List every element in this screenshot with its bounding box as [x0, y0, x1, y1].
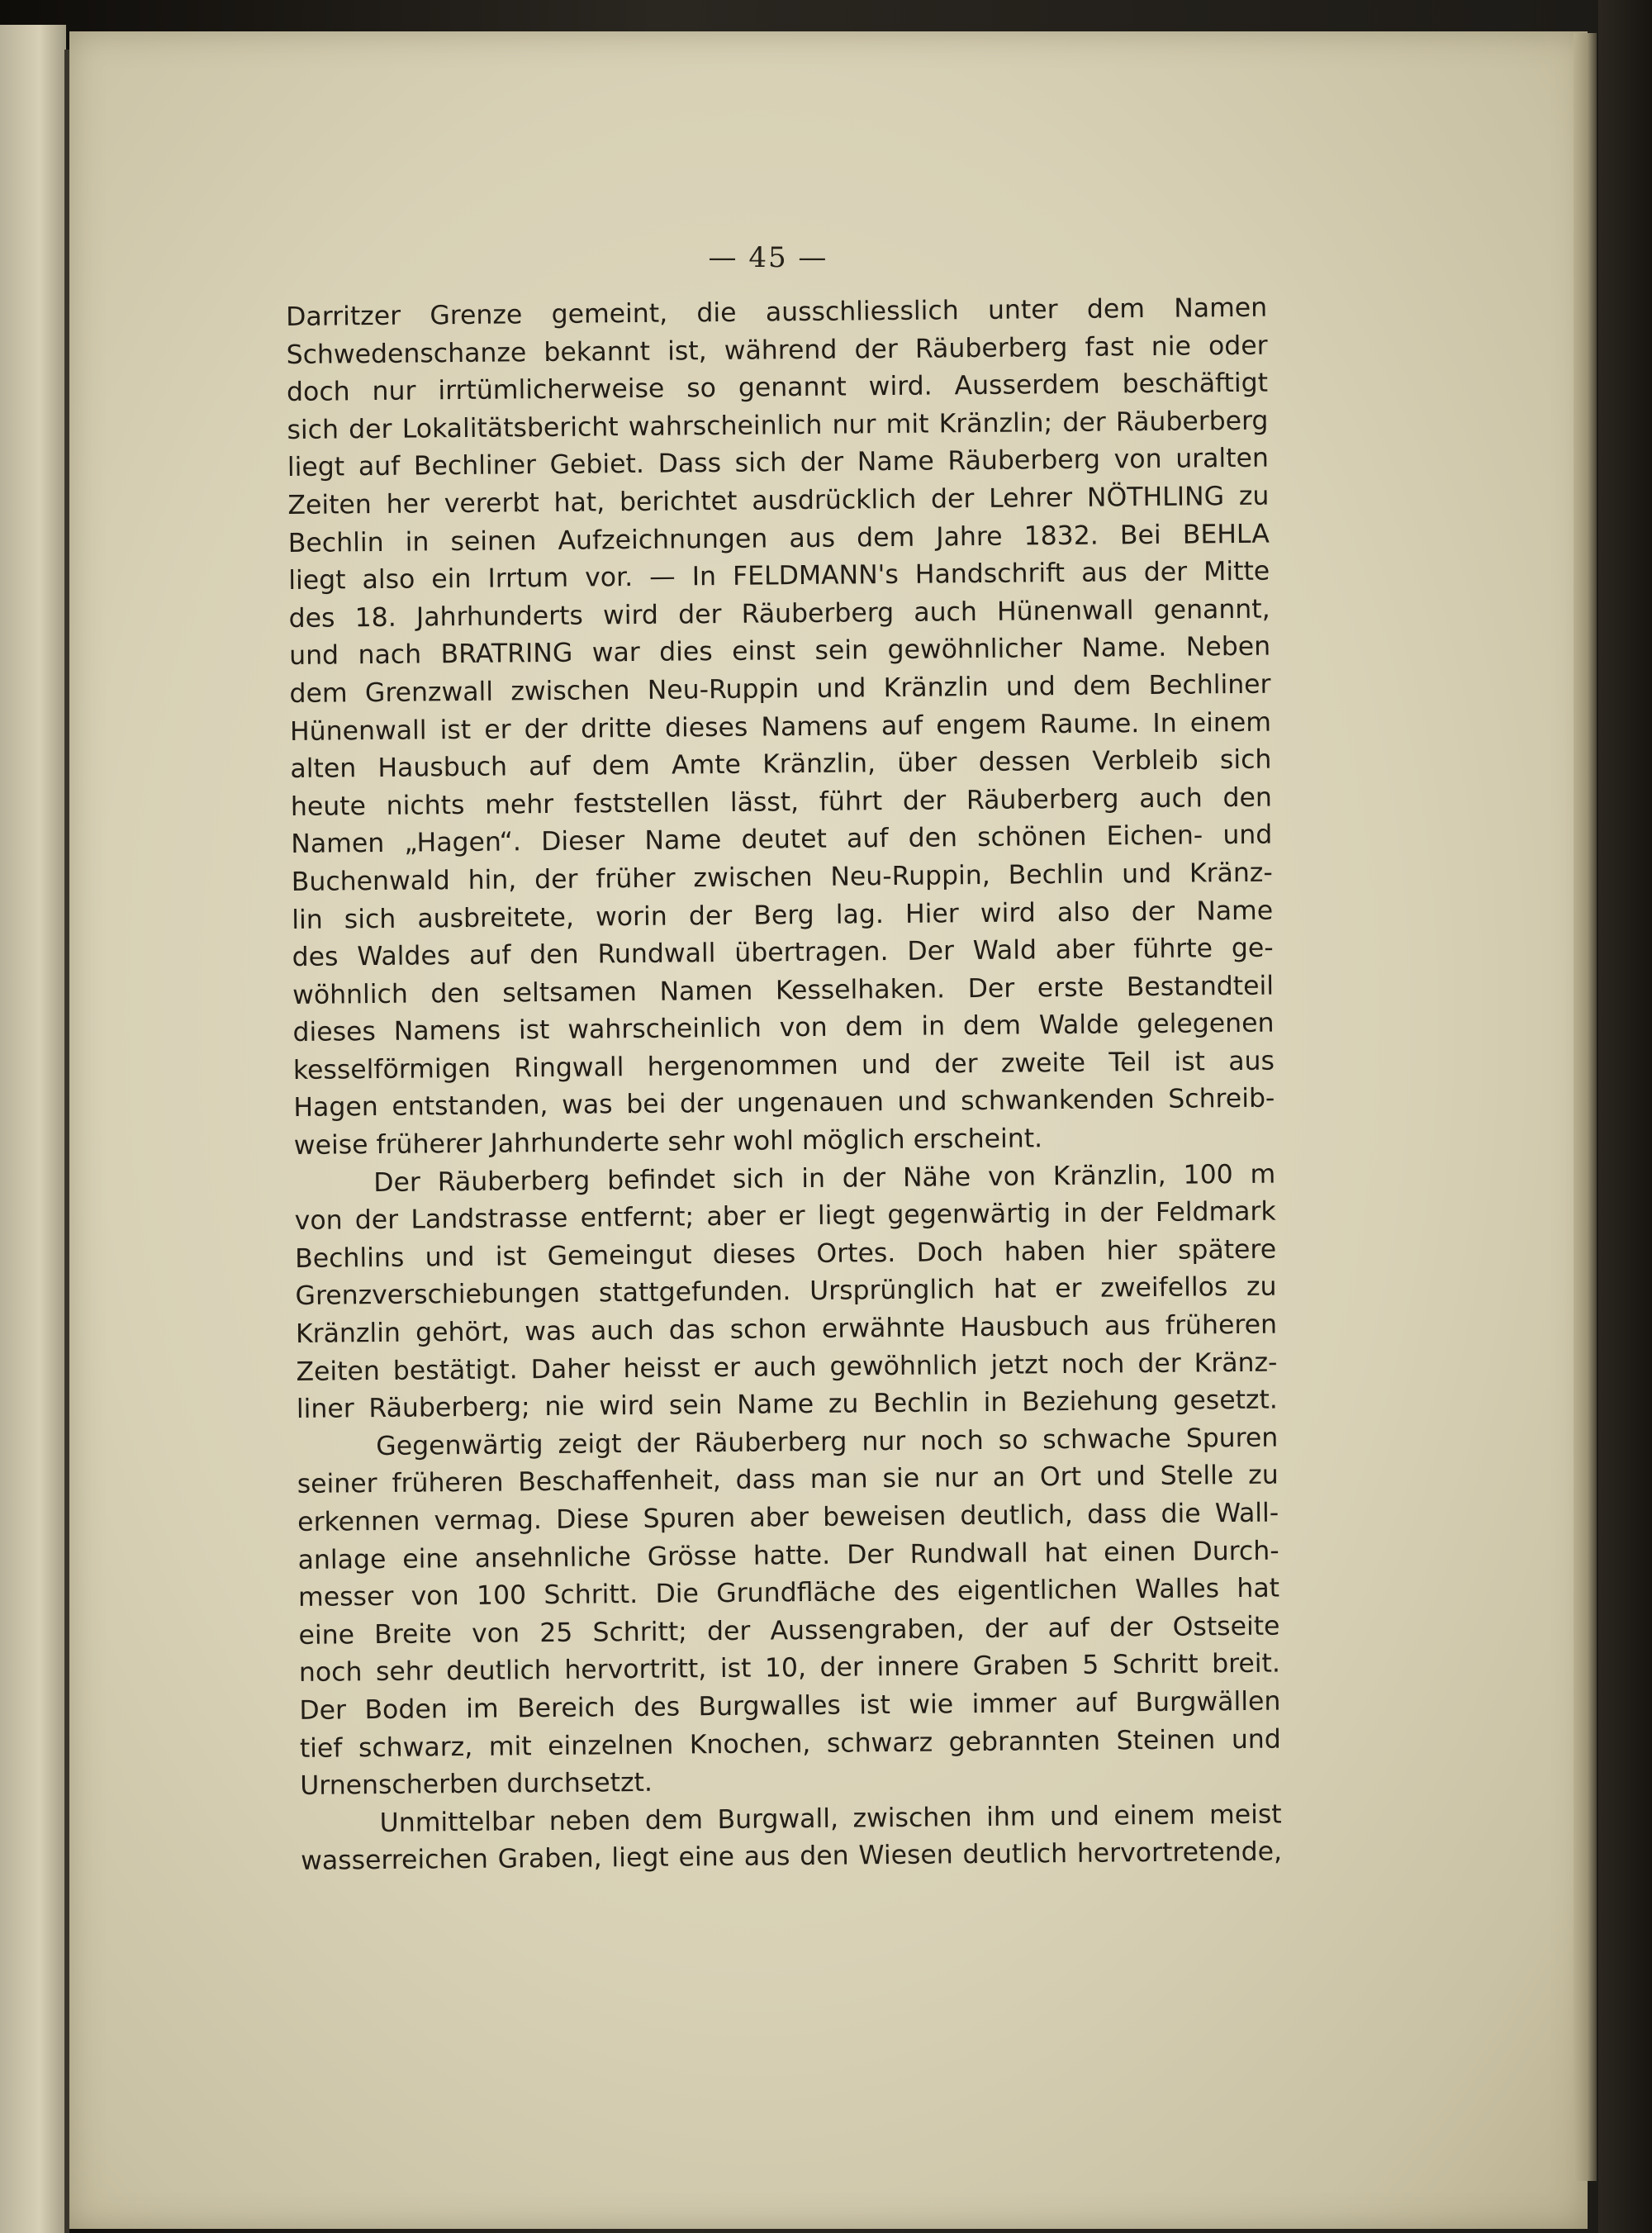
text-line: lin sich ausbreitete, worin der Berg lag. Hier wird also der Name [292, 896, 1274, 935]
paragraph [286, 290, 1275, 1166]
text-line: Namen „Hagen“. Dieser Name deutet auf den schönen Eichen- und [291, 820, 1273, 860]
page-edge [1574, 33, 1597, 2181]
text-line: des Waldes auf den Rundwall übertragen. Der Wald aber führte ge- [292, 933, 1274, 973]
paragraph [297, 1419, 1281, 1805]
text-line: des 18. Jahrhunderts wird der Räuberberg auch Hünenwall genannt, [288, 594, 1270, 634]
text-line: und nach BRATRING war dies einst sein gewöhnlicher Name. Neben [288, 631, 1271, 672]
text-line: noch sehr deutlich hervortritt, ist 10, der innere Graben 5 Schritt breit. [298, 1648, 1281, 1689]
text-line: Schwedenschanze bekannt ist, während der Räuberberg fast nie oder [286, 330, 1268, 370]
book-cover-edge [1598, 0, 1652, 2233]
text-line: dieses Namens ist wahrscheinlich von dem in dem Walde gelegenen [292, 1008, 1275, 1048]
text-line: tief schwarz, mit einzelnen Knochen, schwarz gebrannten Steinen und [299, 1724, 1281, 1764]
text-line: Hünenwall ist er der dritte dieses Namens auf engem Raume. In einem [289, 707, 1272, 747]
text-line: alten Hausbuch auf dem Amte Kränzlin, über dessen Verbleib sich [290, 744, 1272, 785]
text-line: Gegenwärtig zeigt der Räuberberg nur noch so schwache Spuren [376, 1423, 1279, 1461]
text-line: sich der Lokalitätsbericht wahrscheinlich nur mit Kränzlin; der Räuberberg [287, 406, 1269, 445]
text-line: liegt auf Bechliner Gebiet. Dass sich der Name Räuberberg von uralten [287, 443, 1270, 483]
text-line: weise früherer Jahrhunderte sehr wohl möglich erscheint. [293, 1124, 1043, 1162]
text-line: Bechlins und ist Gemeingut dieses Ortes. Doch haben hier spätere [294, 1234, 1277, 1274]
text-line: anlage eine ansehnliche Grösse hatte. Der Rundwall hat einen Durch- [297, 1536, 1279, 1575]
text-line: Buchenwald hin, der früher zwischen Neu-Ruppin, Bechlin und Kränz- [291, 858, 1273, 897]
body-text [286, 290, 1282, 1881]
text-line: Der Boden im Bereich des Burgwalles ist wie immer auf Burgwällen [299, 1686, 1281, 1726]
text-line: Der Räuberberg befindet sich in der Nähe von Kränzlin, 100 m [373, 1159, 1276, 1198]
text-line: Hagen entstanden, was bei der ungenauen und schwankenden Schreib- [293, 1084, 1275, 1124]
text-line: Zeiten her vererbt hat, berichtet ausdrücklich der Lehrer NÖTHLING zu [287, 481, 1270, 520]
page-number: — 45 — [708, 241, 828, 274]
text-line: Grenzverschiebungen stattgefunden. Ursprünglich hat er zweifellos zu [295, 1271, 1277, 1312]
text-line: wöhnlich den seltsamen Namen Kesselhaken. Der erste Bestandteil [292, 971, 1275, 1010]
text-line: messer von 100 Schritt. Die Grundfläche des eigentlichen Walles hat [297, 1573, 1280, 1613]
text-line: wasserreichen Graben, liegt eine aus den Wiesen deutlich hervortretende, [300, 1836, 1283, 1877]
paragraph [301, 1796, 1283, 1881]
text-line: liegt also ein Irrtum vor. — In FELDMANN's Handschrift aus der Mitte [288, 556, 1270, 596]
text-line: von der Landstrasse entfernt; aber er liegt gegenwärtig in der Feldmark [294, 1196, 1276, 1237]
text-line: Zeiten bestätigt. Daher heisst er auch gewöhnlich jetzt noch der Kränz- [296, 1347, 1278, 1387]
text-line: Kränzlin gehört, was auch das schon erwähnte Hausbuch aus früheren [295, 1309, 1278, 1349]
text-line: liner Räuberberg; nie wird sein Name zu Bechlin in Beziehung gesetzt. [296, 1385, 1279, 1425]
text-line: Unmittelbar neben dem Burgwall, zwischen ihm und einem meist [379, 1799, 1282, 1838]
text-line: Urnenscherben durchsetzt. [300, 1767, 653, 1802]
text-line: heute nichts mehr feststellen lässt, führt der Räuberberg auch den [290, 782, 1273, 822]
text-line: erkennen vermag. Diese Spuren aber beweisen deutlich, dass die Wall- [297, 1498, 1279, 1537]
text-line: eine Breite von 25 Schritt; der Aussengraben, der auf der Ostseite [298, 1611, 1280, 1651]
text-line: doch nur irrtümlicherweise so genannt wird. Ausserdem beschäftigt [286, 368, 1269, 408]
left-page-margin [0, 25, 66, 2233]
text-line: Bechlin in seinen Aufzeichnungen aus dem Jahre 1832. Bei BEHLA [287, 519, 1270, 558]
text-line: kesselförmigen Ringwall hergenommen und der zweite Teil ist aus [292, 1046, 1275, 1086]
paragraph [294, 1156, 1278, 1429]
text-line: Darritzer Grenze gemeint, die ausschliesslich unter dem Namen [286, 292, 1268, 332]
text-line: seiner früheren Beschaffenheit, dass man sie nur an Ort und Stelle zu [297, 1460, 1279, 1500]
text-line: dem Grenzwall zwischen Neu-Ruppin und Kränzlin und dem Bechliner [289, 669, 1271, 709]
